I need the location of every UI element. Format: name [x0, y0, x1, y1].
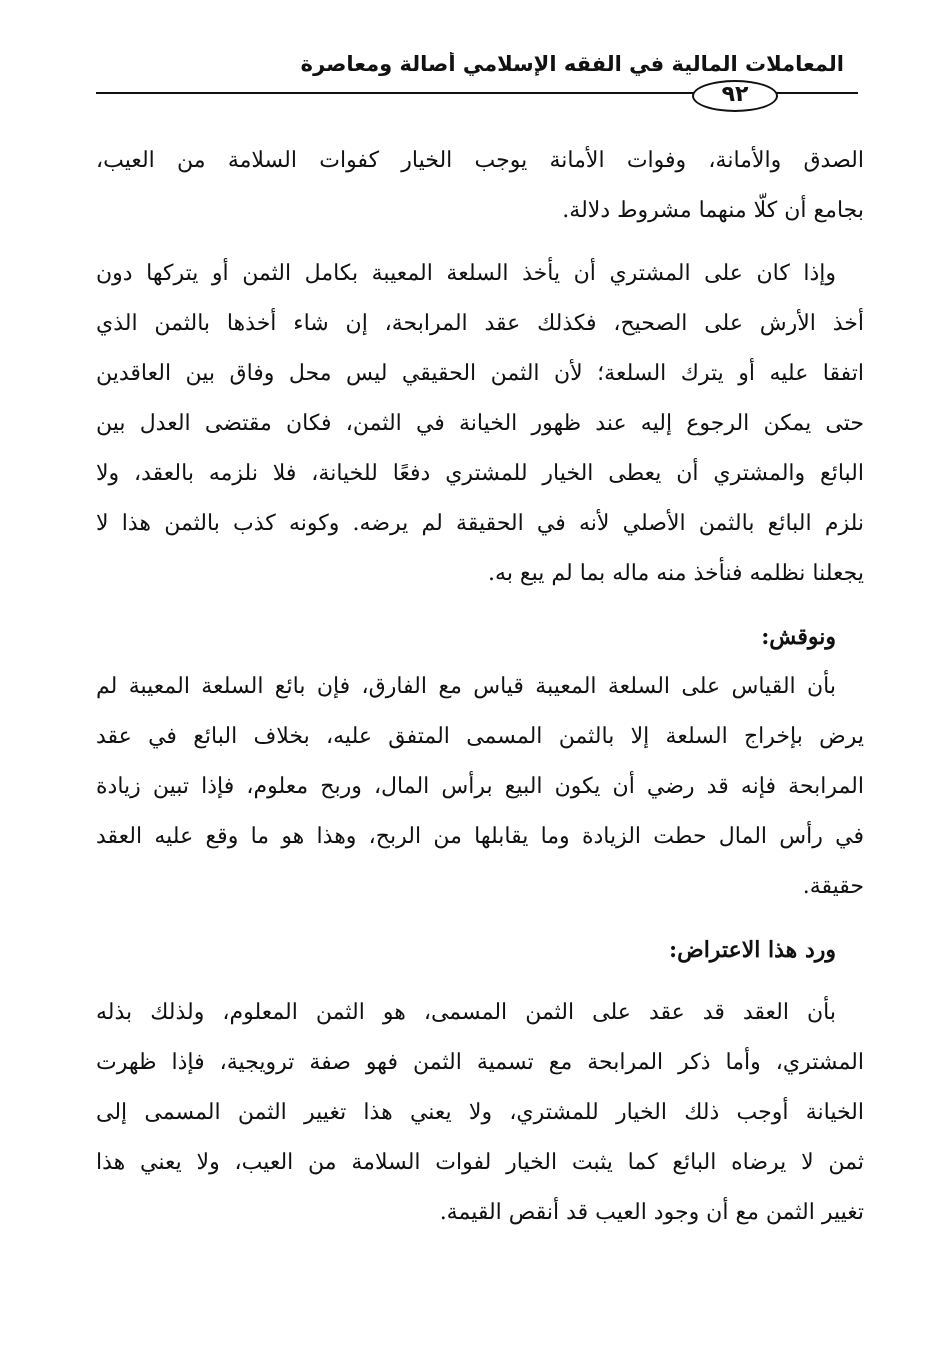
page-number: ٩٢: [692, 80, 778, 112]
body-text: [96, 136, 864, 1238]
text-line: البائع والمشتري أن يعطى الخيار للمشتري دفعًا للخيانة، فلا نلزمه بالعقد، ولا: [96, 461, 864, 486]
running-header-title: المعاملات المالية في الفقه الإسلامي أصالة ومعاصرة: [300, 52, 844, 76]
text-line: وإذا كان على المشتري أن يأخذ السلعة المعيبة بكامل الثمن أو يتركها دون: [96, 261, 836, 286]
text-line: اتفقا عليه أو يترك السلعة؛ لأن الثمن الحقيقي ليس محل وفاق بين العاقدين: [96, 361, 864, 386]
text-line: بجامع أن كلّا منهما مشروط دلالة.: [562, 198, 864, 223]
text-line: المرابحة فإنه قد رضي أن يكون البيع برأس المال، وربح معلوم، فإذا تبين زيادة: [96, 774, 864, 799]
text-line: حتى يمكن الرجوع إليه عند ظهور الخيانة في الثمن، فكان مقتضى العدل بين: [96, 411, 864, 436]
section-heading: ونوقش:: [761, 624, 836, 650]
text-line: ثمن لا يرضاه البائع كما يثبت الخيار لفوات السلامة من العيب، ولا يعني هذا: [96, 1150, 864, 1175]
text-line: الصدق والأمانة، وفوات الأمانة يوجب الخيار كفوات السلامة من العيب،: [96, 148, 864, 173]
text-line: المشتري، وأما ذكر المرابحة مع تسمية الثمن فهو صفة ترويجية، فإذا ظهرت: [96, 1050, 864, 1075]
text-line: حقيقة.: [802, 874, 864, 899]
text-line: بأن العقد قد عقد على الثمن المسمى، هو الثمن المعلوم، ولذلك بذله: [96, 1000, 836, 1025]
text-line: يرض بإخراج السلعة إلا بالثمن المسمى المتفق عليه، بخلاف البائع في عقد: [96, 724, 864, 749]
text-line: في رأس المال حطت الزيادة وما يقابلها من الربح، وهذا هو ما وقع عليه العقد: [96, 824, 864, 849]
text-line: نلزم البائع بالثمن الأصلي لأنه في الحقيقة لم يرضه. وكونه كذب بالثمن هذا لا: [96, 511, 864, 536]
text-line: الخيانة أوجب ذلك الخيار للمشتري، ولا يعني هذا تغيير الثمن المسمى إلى: [96, 1100, 864, 1125]
text-line: يجعلنا نظلمه فنأخذ منه ماله بما لم يبع به.: [488, 561, 864, 586]
text-line: بأن القياس على السلعة المعيبة قياس مع الفارق، فإن بائع السلعة المعيبة لم: [96, 674, 836, 699]
text-line: أخذ الأرش على الصحيح، فكذلك عقد المرابحة، إن شاء أخذها بالثمن الذي: [96, 311, 864, 336]
section-heading: ورد هذا الاعتراض:: [668, 937, 836, 963]
text-line: تغيير الثمن مع أن وجود العيب قد أنقص القيمة.: [439, 1200, 864, 1225]
